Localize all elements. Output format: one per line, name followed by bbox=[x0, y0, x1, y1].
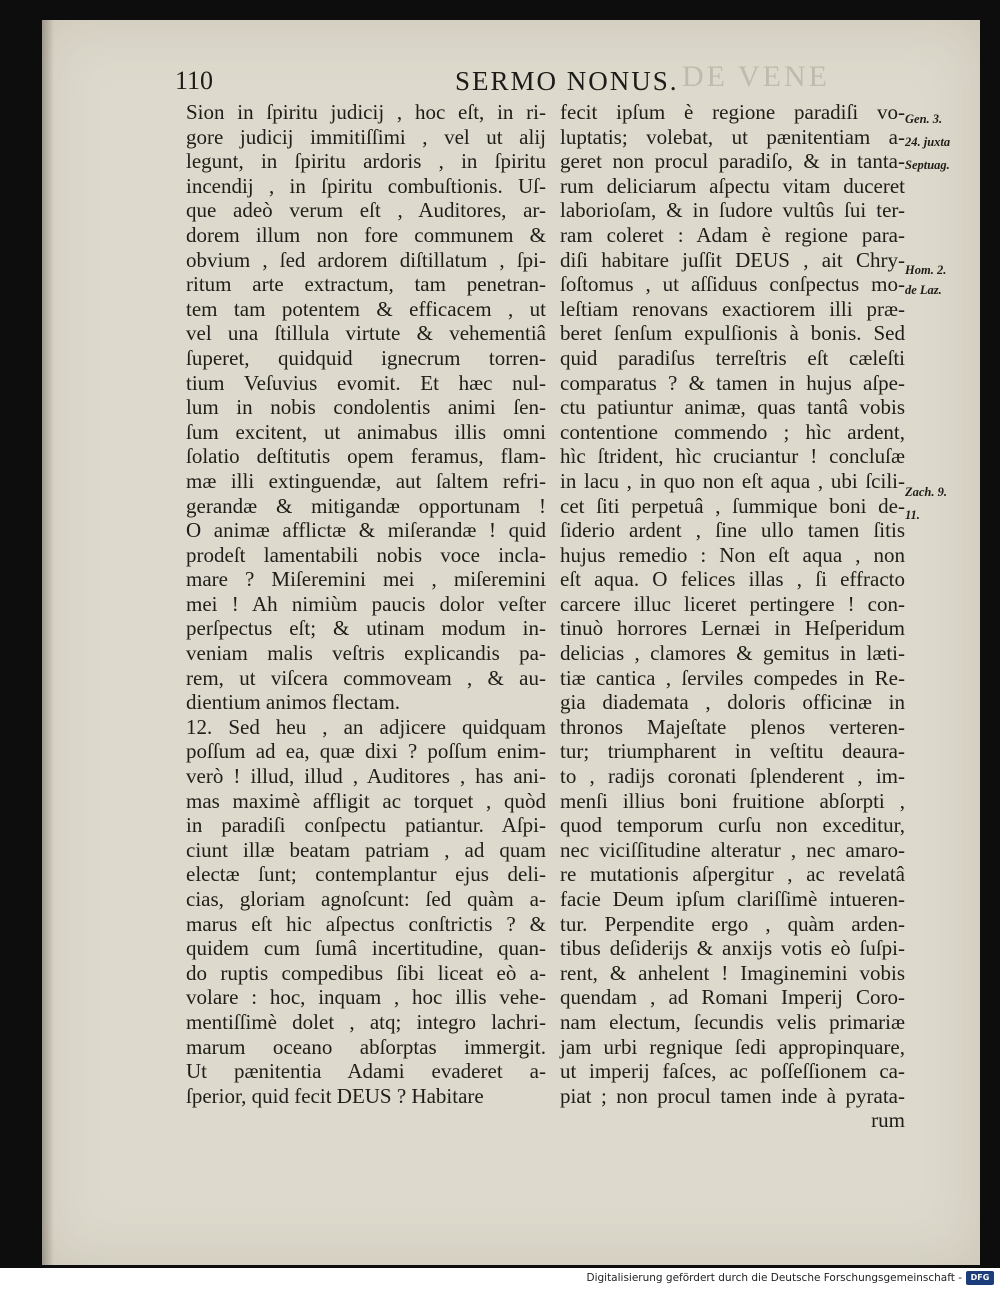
text-line: veniam malis veſtris explicandis pa- bbox=[186, 641, 546, 666]
text-line: comparatus ? & tamen in hujus aſpe- bbox=[560, 370, 905, 395]
margin-note: 11. bbox=[905, 508, 920, 522]
text-line: dorem illum non fore communem & bbox=[186, 222, 546, 247]
page-number: 110 bbox=[175, 66, 214, 95]
margin-note: Gen. 3. bbox=[905, 112, 943, 126]
text-line: tinuò horrores Lernæi in Heſperidum bbox=[560, 616, 905, 641]
text-line: O animæ afflictæ & miſerandæ ! quid bbox=[186, 518, 546, 543]
text-line: rent, & anhelent ! Imaginemini vobis bbox=[560, 960, 905, 985]
text-line: tiæ cantica , ſerviles compedes in Re- bbox=[560, 665, 905, 690]
text-line: ſum excitent, ut animabus illis omni bbox=[186, 419, 546, 444]
text-line: incendij , in ſpiritu combuſtionis. Uſ- bbox=[186, 173, 546, 198]
text-line: ſoſtomus , ut aſſiduus conſpectus mo- bbox=[560, 272, 905, 297]
text-line: rum deliciarum aſpectu vitam duceret bbox=[560, 173, 905, 198]
text-line: ut imperij faſces, ac poſſeſſionem ca- bbox=[560, 1059, 905, 1084]
text-line: piat ; non procul tamen inde à pyrata- bbox=[560, 1083, 905, 1108]
text-line: hìc ſtrident, hìc cruciantur ! concluſæ bbox=[560, 444, 905, 469]
text-line: thronos Majeſtate plenos verteren- bbox=[560, 714, 905, 739]
text-line: electæ ſunt; contemplantur ejus deli- bbox=[186, 862, 546, 887]
text-line: ſuperet, quidquid ignecrum torren- bbox=[186, 345, 546, 370]
text-line: leſtiam renovans exactiorem illi præ- bbox=[560, 296, 905, 321]
text-line: ſperior, quid fecit DEUS ? Habitare bbox=[186, 1083, 484, 1108]
gutter-shadow bbox=[42, 20, 54, 1265]
text-line: dientium animos flectam. bbox=[186, 690, 401, 715]
text-line: gerandæ & mitigandæ opportunam ! bbox=[186, 493, 546, 518]
text-line: contentione commendo ; hìc ardent, bbox=[560, 419, 905, 444]
text-line: menſi illius boni fruitione abſorpti , bbox=[560, 788, 905, 813]
margin-note: 24. juxta bbox=[905, 135, 951, 149]
text-line: rem, ut viſcera commoveam , & au- bbox=[186, 665, 546, 690]
text-line: verò ! illud, illud , Auditores , has ani- bbox=[186, 764, 546, 789]
text-line: gia diademata , doloris officinæ in bbox=[560, 690, 905, 715]
text-line: laborioſam, & in ſudore vultûs ſui ter- bbox=[560, 198, 905, 223]
footer-bar bbox=[0, 1268, 1000, 1289]
text-line: tibus deſiderijs & anxijs votis eò ſuſpi- bbox=[560, 936, 905, 961]
text-line: Ut pænitentia Adami evaderet a- bbox=[186, 1059, 546, 1084]
text-line: delicias , clamores & gemitus in læti- bbox=[560, 641, 905, 666]
text-line: cias, gloriam agnoſcunt: ſed quàm a- bbox=[186, 887, 546, 911]
running-title: SERMO NONUS. bbox=[455, 66, 679, 96]
text-line: gore judicij immitiſſimi , vel ut alij bbox=[186, 124, 546, 149]
text-line: re mutationis aſpergitur , ac revelatâ bbox=[560, 862, 905, 887]
text-line: quid paradiſus terreſtris eſt cæleſti bbox=[560, 345, 905, 370]
text-line: mas maximè affligit ac torquet , quòd bbox=[186, 788, 546, 813]
text-line: facie Deum ipſum clariſſimè intueren- bbox=[560, 887, 905, 911]
text-line: jam urbi regnique ſedi appropinquare, bbox=[560, 1034, 905, 1059]
text-line: cet ſiti perpetuâ , ſummique boni de- bbox=[560, 493, 905, 518]
text-line: carcere illuc liceret pertingere ! con- bbox=[560, 591, 905, 616]
text-line: ciunt illæ beatam patriam , ad quam bbox=[186, 837, 546, 862]
margin-note: de Laz. bbox=[905, 283, 942, 297]
text-line: lum in nobis condolentis animi ſen- bbox=[186, 395, 546, 420]
text-line: volare : hoc, inquam , hoc illis vehe- bbox=[186, 985, 546, 1010]
text-line: in paradiſi conſpectu patiantur. Aſpi- bbox=[186, 813, 546, 838]
funding-credit: Digitalisierung gefördert durch die Deutsche Forschungsgemeinschaft - bbox=[586, 1272, 962, 1284]
text-line: tium Veſuvius evomit. Et hæc nul- bbox=[186, 370, 546, 395]
text-line: geret non procul paradiſo, & in tanta- bbox=[560, 149, 905, 174]
text-line: mei ! Ah nimiùm paucis dolor veſter bbox=[186, 591, 546, 616]
right-column bbox=[560, 100, 905, 1133]
text-line: eſt aqua. O felices illas , ſi effracto bbox=[560, 567, 905, 592]
dfg-logo[interactable]: DFG bbox=[966, 1271, 994, 1285]
text-line: to , radijs coronati ſplenderent , im- bbox=[560, 764, 905, 789]
margin-note: Zach. 9. bbox=[905, 485, 948, 499]
text-line: quod temporum curſu non exceditur, bbox=[560, 813, 905, 838]
text-line: rum bbox=[871, 1108, 905, 1133]
text-line: vel una ſtillula virtute & vehementiâ bbox=[186, 321, 546, 346]
text-line: nec viciſſitudine alteratur , nec amaro- bbox=[560, 837, 905, 862]
left-column bbox=[186, 100, 546, 1108]
text-line: Sion in ſpiritu judicij , hoc eſt, in ri- bbox=[186, 100, 546, 124]
text-line: ctu patiuntur animæ, quas tantâ vobis bbox=[560, 395, 905, 420]
margin-note: Septuag. bbox=[905, 158, 950, 172]
text-line: ſiderio ardent , ſine ullo tamen ſitis bbox=[560, 518, 905, 543]
margin-note: Hom. 2. bbox=[905, 263, 947, 277]
text-line: ſolatio deſtitutis opem feramus, flam- bbox=[186, 444, 546, 469]
text-line: luptatis; volebat, ut pænitentiam a- bbox=[560, 124, 905, 149]
text-line: marum oceano abſorptas immergit. bbox=[186, 1034, 546, 1059]
text-line: do ruptis compedibus ſibi liceat eò a- bbox=[186, 960, 546, 985]
text-line: mæ illi extinguendæ, aut ſaltem refri- bbox=[186, 468, 546, 493]
text-line: quendam , ad Romani Imperij Coro- bbox=[560, 985, 905, 1010]
text-line: diſi habitare juſſit DEUS , ait Chry- bbox=[560, 247, 905, 272]
text-line: que adeò verum eſt , Auditores, ar- bbox=[186, 198, 546, 223]
text-line: perſpectus eſt; & utinam modum in- bbox=[186, 616, 546, 641]
text-line: tur. Perpendite ergo , quàm arden- bbox=[560, 911, 905, 936]
text-line: obvium , ſed ardorem diſtillatum , ſpi- bbox=[186, 247, 546, 272]
text-line: poſſum ad ea, quæ dixi ? poſſum enim- bbox=[186, 739, 546, 764]
text-line: mentiſſimè dolet , atq; integro lachri- bbox=[186, 1009, 546, 1034]
text-line: marus eſt hic aſpectus conſtrictis ? & bbox=[186, 911, 546, 936]
text-line: 12. Sed heu , an adjicere quidquam bbox=[186, 714, 546, 739]
text-line: tem tam potentem & efficacem , ut bbox=[186, 296, 546, 321]
text-line: ritum arte extractum, tam penetran- bbox=[186, 272, 546, 297]
text-line: legunt, in ſpiritu ardoris , in ſpiritu bbox=[186, 149, 546, 174]
text-line: tur; triumpharent in veſtitu deaura- bbox=[560, 739, 905, 764]
text-line: fecit ipſum è regione paradiſi vo- bbox=[560, 100, 905, 124]
bleed-through-text: DE VENE bbox=[682, 60, 830, 93]
text-line: ram coleret : Adam è regione para- bbox=[560, 222, 905, 247]
text-line: in lacu , in quo non eſt aqua , ubi ſcili- bbox=[560, 468, 905, 493]
text-line: beret ſenſum expulſionis à bonis. Sed bbox=[560, 321, 905, 346]
text-line: quidem cum ſumâ incertitudine, quan- bbox=[186, 936, 546, 961]
text-line: mare ? Miſeremini mei , miſeremini bbox=[186, 567, 546, 592]
text-line: nam electum, ſecundis velis primariæ bbox=[560, 1009, 905, 1034]
text-line: hujus remedio : Non eſt aqua , non bbox=[560, 542, 905, 567]
text-line: prodeſt lamentabili nobis voce incla- bbox=[186, 542, 546, 567]
